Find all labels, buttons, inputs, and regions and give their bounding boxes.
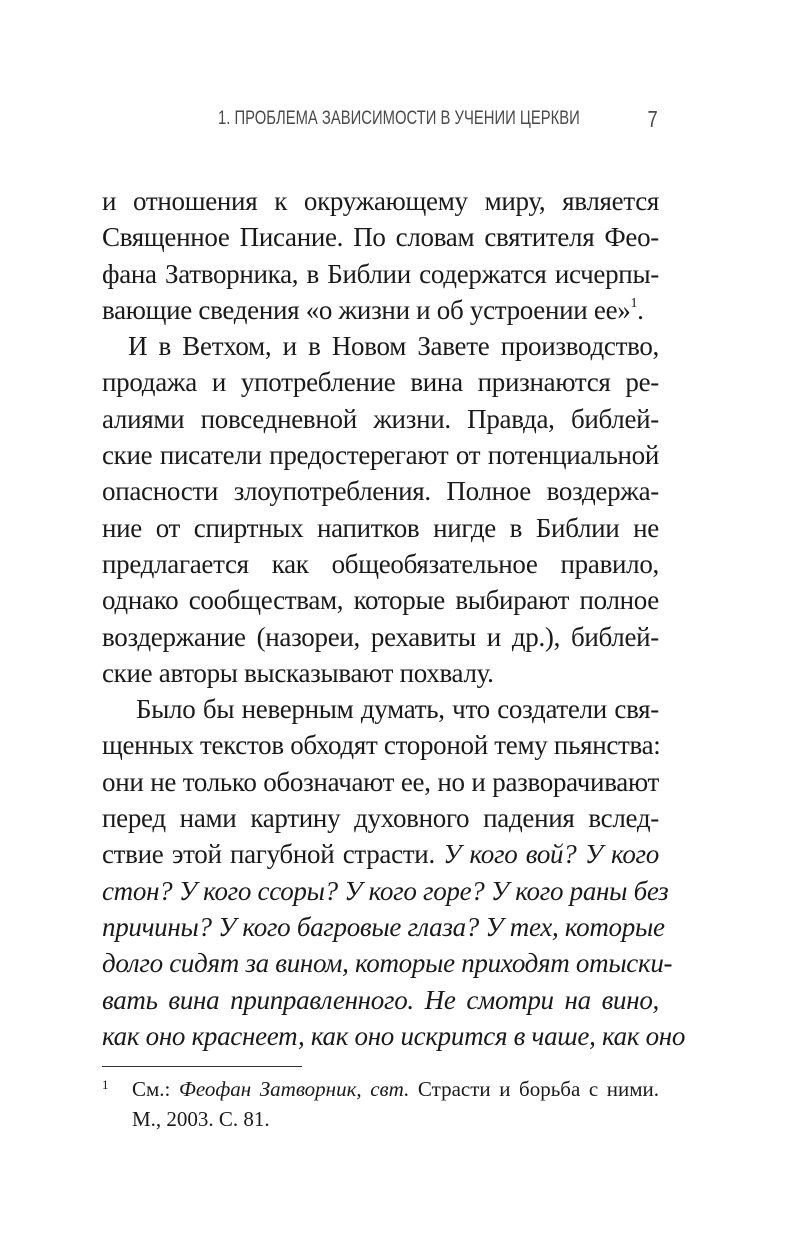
text-fragment: . (637, 294, 644, 325)
text-line: предлагается как общеобязательное правило, (102, 548, 659, 579)
text-line: щенных текстов обходят стороной тему пьянства: (102, 730, 661, 761)
quote-line: причины? У кого багровые глаза? У тех, которые (102, 911, 665, 942)
text-line: и отношения к окружающему миру, является (102, 186, 659, 216)
quote-line: как оно краснеет, как оно искрится в чаше, как оно (102, 1020, 686, 1051)
text-line: И в Ветхом, и в Новом Завете производство, (128, 331, 659, 362)
quote-line: стон? У кого ссоры? У кого горе? У кого раны без (102, 875, 669, 906)
text-line: Священное Писание. По словам святителя Фео- (102, 222, 659, 253)
text-line: продажа и употребление вина признаются ре- (102, 367, 659, 398)
footnote-title: Страсти и борьба с ними. (409, 1077, 659, 1101)
running-header (100, 108, 660, 138)
footnote-author: Феофан Затворник, свт. (178, 1077, 410, 1101)
text-line: Было бы неверным думать, что создатели свя- (136, 694, 659, 725)
text-line: алиями повседневной жизни. Правда, библей- (102, 403, 659, 434)
page-number: 7 (647, 106, 658, 132)
text-line (102, 836, 659, 872)
text-line: ние от спиртных напитков нигде в Библии не (102, 512, 659, 543)
text-line (102, 292, 659, 328)
text-line: однако сообществам, которые выбирают полное (102, 585, 659, 616)
footnote-prefix: См.: (132, 1077, 179, 1101)
text-line: ские авторы высказывают похвалу. (102, 657, 494, 688)
body-text (102, 183, 686, 1054)
text-line: они не только обозначают ее, но и разворачивают (102, 766, 659, 797)
quote-line: вать вина приправленного. Не смотри на вино, (102, 984, 659, 1015)
text-fragment: ствие этой пагубной страсти. (102, 839, 444, 870)
footnote (102, 1074, 659, 1134)
footnote-number: 1 (102, 1077, 109, 1092)
footnote-line (102, 1074, 659, 1104)
text-line: перед нами картину духовного падения вслед- (102, 803, 659, 834)
text-fragment: вающие сведения «о жизни и об устроении ее» (102, 294, 631, 325)
footnote-divider (102, 1066, 302, 1067)
quote-line: долго сидят за вином, которые приходят отыски- (102, 948, 673, 979)
footnote-line: М., 2003. С. 81. (132, 1107, 270, 1131)
text-line: ские писатели предостерегают от потенциальной (102, 440, 659, 471)
running-title: 1. ПРОБЛЕМА ЗАВИСИМОСТИ В УЧЕНИИ ЦЕРКВИ (218, 108, 580, 129)
text-line: фана Затворника, в Библии содержатся исчерпы- (102, 258, 659, 289)
text-line: опасности злоупотребления. Полное воздержа- (102, 476, 659, 507)
text-line: воздержание (назореи, рехавиты и др.), библей- (102, 621, 659, 652)
footnote-reference[interactable]: 1 (630, 295, 638, 311)
quote-fragment: У кого вой? У кого (443, 839, 659, 870)
